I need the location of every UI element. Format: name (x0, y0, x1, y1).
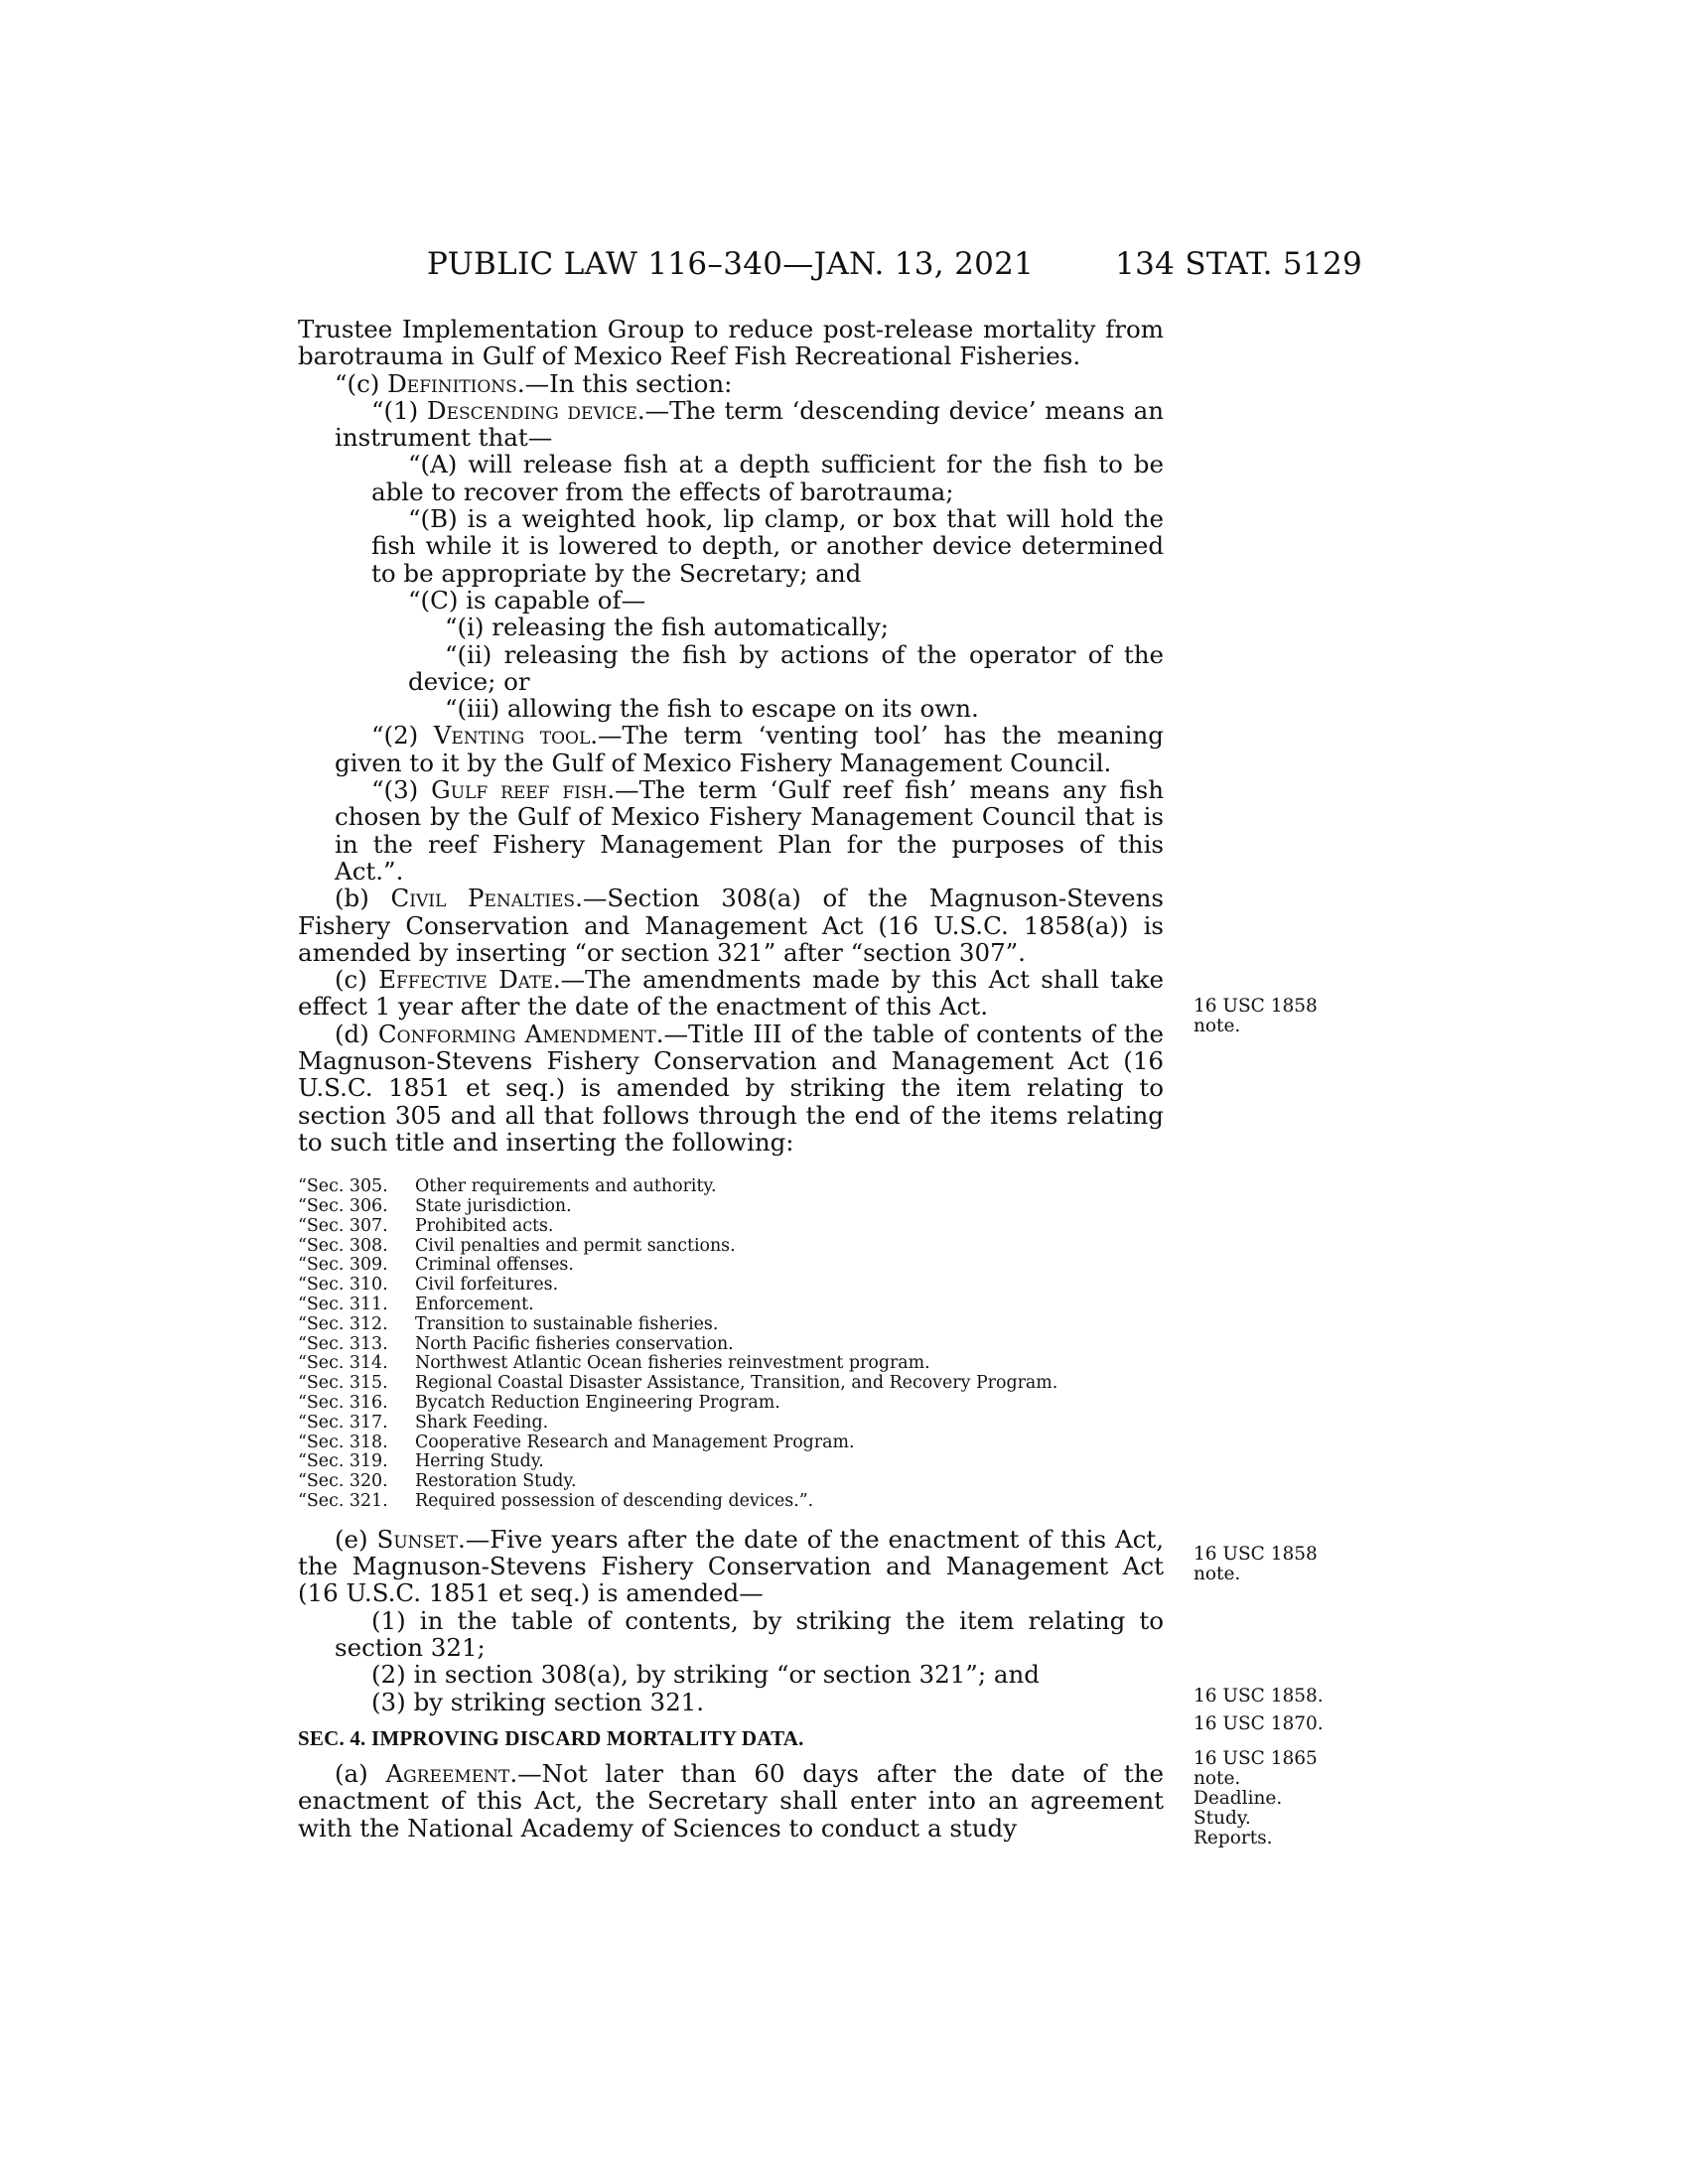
toc-section-title: Other requirements and authority. (415, 1176, 717, 1197)
margin-note-sunset-item-3: 16 USC 1870. (1194, 1713, 1324, 1734)
definition-descending-device: “(1) Descending device.—The term ‘descending device’ means an instrument that— (335, 395, 1164, 453)
subsection-e-sunset: (e) Sunset.—Five years after the date of the enactment of this Act, the Magnuson-Stevens Fishery Conservation and Management Act (16 U.S.C. 1851 et seq.) is amended— (298, 1524, 1164, 1608)
toc-row (298, 1452, 1164, 1472)
toc-section-number: “Sec. 309. (298, 1255, 388, 1276)
toc-section-number: “Sec. 313. (298, 1333, 388, 1354)
margin-note-section-4: 16 USC 1865 note. Deadline. Study. Reports. (1194, 1748, 1318, 1848)
definition-venting-tool: “(2) Venting tool.—The term ‘venting tool’ has the meaning given to it by the Gulf of Mexico Fishery Management Council. (335, 721, 1164, 777)
sunset-item-3: (3) by striking section 321. (371, 1687, 705, 1716)
paragraph-trustee: Trustee Implementation Group to reduce post-release mortality from barotrauma in Gulf of Mexico Reef Fish Recreational Fisheries. (298, 315, 1164, 371)
subsection-c-definitions: “(c) Definitions.—In this section: (335, 368, 733, 398)
toc-row (298, 1492, 1164, 1512)
toc-section-title: Prohibited acts. (415, 1215, 554, 1236)
clause-c-i: “(i) releasing the fish automatically; (445, 613, 890, 642)
toc-section-title: Northwest Atlantic Ocean fisheries reinvestment program. (415, 1353, 930, 1374)
toc-row (298, 1472, 1164, 1492)
clause-c: “(C) is capable of— (408, 585, 646, 614)
toc-section-number: “Sec. 316. (298, 1392, 388, 1413)
clause-b: “(B) is a weighted hook, lip clamp, or box that will hold the fish while it is lowered to depth, or another device determined to be appropriate by the Secretary; and (371, 504, 1164, 588)
toc-row (298, 1433, 1164, 1453)
toc-section-title: Herring Study. (415, 1451, 544, 1472)
page-header (298, 246, 1362, 290)
toc-row (298, 1354, 1164, 1374)
toc-section-number: “Sec. 321. (298, 1490, 388, 1511)
toc-section-title: Cooperative Research and Management Program. (415, 1432, 855, 1452)
toc-section-number: “Sec. 315. (298, 1373, 388, 1394)
toc-section-number: “Sec. 311. (298, 1294, 388, 1314)
toc-row (298, 1177, 1164, 1197)
section-4-heading: SEC. 4. IMPROVING DISCARD MORTALITY DATA. (298, 1725, 804, 1750)
toc-row (298, 1394, 1164, 1414)
toc-row (298, 1335, 1164, 1355)
toc-section-number: “Sec. 306. (298, 1196, 388, 1216)
toc-row (298, 1296, 1164, 1315)
toc-section-title: Regional Coastal Disaster Assistance, Transition, and Recovery Program. (415, 1373, 1058, 1394)
toc-section-title: Criminal offenses. (415, 1255, 574, 1276)
toc-section-number: “Sec. 305. (298, 1176, 388, 1197)
toc-section-title: North Pacific fisheries conservation. (415, 1333, 734, 1354)
body-text (298, 316, 1164, 1842)
margin-note-sunset-item-2: 16 USC 1858. (1194, 1686, 1324, 1706)
toc-section-number: “Sec. 314. (298, 1353, 388, 1374)
subsection-d-conforming-amendment: (d) Conforming Amendment.—Title III of the table of contents of the Magnuson-Stevens Fishery Conservation and Management Act (16 U.S.C. 1851 et seq.) is amended by striking the item relating to section 305 and all that follows through the end of the items relating to such title and inserting the following: (298, 1019, 1164, 1157)
toc-row (298, 1414, 1164, 1433)
toc-section-number: “Sec. 320. (298, 1471, 388, 1492)
sunset-item-2: (2) in section 308(a), by striking “or section 321”; and (371, 1660, 1040, 1690)
toc-section-title: State jurisdiction. (415, 1196, 572, 1216)
sunset-item-1: (1) in the table of contents, by striking the item relating to section 321; (335, 1605, 1164, 1662)
toc-row (298, 1237, 1164, 1257)
toc-section-title: Restoration Study. (415, 1471, 577, 1492)
clause-c-ii: “(ii) releasing the fish by actions of the operator of the device; or (408, 639, 1164, 696)
toc-section-number: “Sec. 318. (298, 1432, 388, 1452)
toc-section-title: Enforcement. (415, 1294, 534, 1314)
toc-section-title: Shark Feeding. (415, 1412, 549, 1433)
toc-row (298, 1276, 1164, 1296)
header-stat-page: 134 STAT. 5129 (1115, 246, 1362, 282)
toc-section-number: “Sec. 319. (298, 1451, 388, 1472)
toc-section-number: “Sec. 310. (298, 1275, 388, 1296)
margin-note-effective-date: 16 USC 1858 note. (1194, 996, 1318, 1036)
toc-section-number: “Sec. 317. (298, 1412, 388, 1433)
toc-row (298, 1256, 1164, 1276)
margin-note-sunset: 16 USC 1858 note. (1194, 1544, 1318, 1584)
table-of-contents-insert (298, 1177, 1164, 1512)
toc-section-title: Civil forfeitures. (415, 1275, 559, 1296)
toc-row (298, 1217, 1164, 1237)
toc-section-number: “Sec. 308. (298, 1235, 388, 1256)
clause-c-iii: “(iii) allowing the fish to escape on its own. (445, 694, 979, 724)
toc-section-number: “Sec. 312. (298, 1313, 388, 1334)
subsection-b-civil-penalties: (b) Civil Penalties.—Section 308(a) of the Magnuson-Stevens Fishery Conservation and Management Act (16 U.S.C. 1858(a)) is amended by inserting “or section 321” after “section 307”. (298, 884, 1165, 967)
toc-row (298, 1315, 1164, 1335)
subsection-c-effective-date: (c) Effective Date.—The amendments made by this Act shall take effect 1 year after the date of the enactment of this Act. (298, 965, 1164, 1022)
toc-section-title: Bycatch Reduction Engineering Program. (415, 1392, 780, 1413)
clause-a: “(A) will release fish at a depth sufficient for the fish to be able to recover from the effects of barotrauma; (371, 450, 1164, 506)
definition-gulf-reef-fish: “(3) Gulf reef fish.—The term ‘Gulf reef fish’ means any fish chosen by the Gulf of Mexico Fishery Management Council that is in the reef Fishery Management Plan for the purposes of this Act.”. (335, 775, 1164, 886)
toc-row (298, 1197, 1164, 1217)
header-title: PUBLIC LAW 116–340—JAN. 13, 2021 (427, 246, 1035, 282)
toc-section-title: Civil penalties and permit sanctions. (415, 1235, 736, 1256)
toc-section-title: Required possession of descending devices.”. (415, 1490, 814, 1511)
toc-row (298, 1374, 1164, 1394)
toc-section-number: “Sec. 307. (298, 1215, 388, 1236)
toc-section-title: Transition to sustainable fisheries. (415, 1313, 719, 1334)
subsection-a-agreement: (a) Agreement.—Not later than 60 days after the date of the enactment of this Act, the Secretary shall enter into an agreement with the National Academy of Sciences to conduct a study (298, 1759, 1165, 1843)
